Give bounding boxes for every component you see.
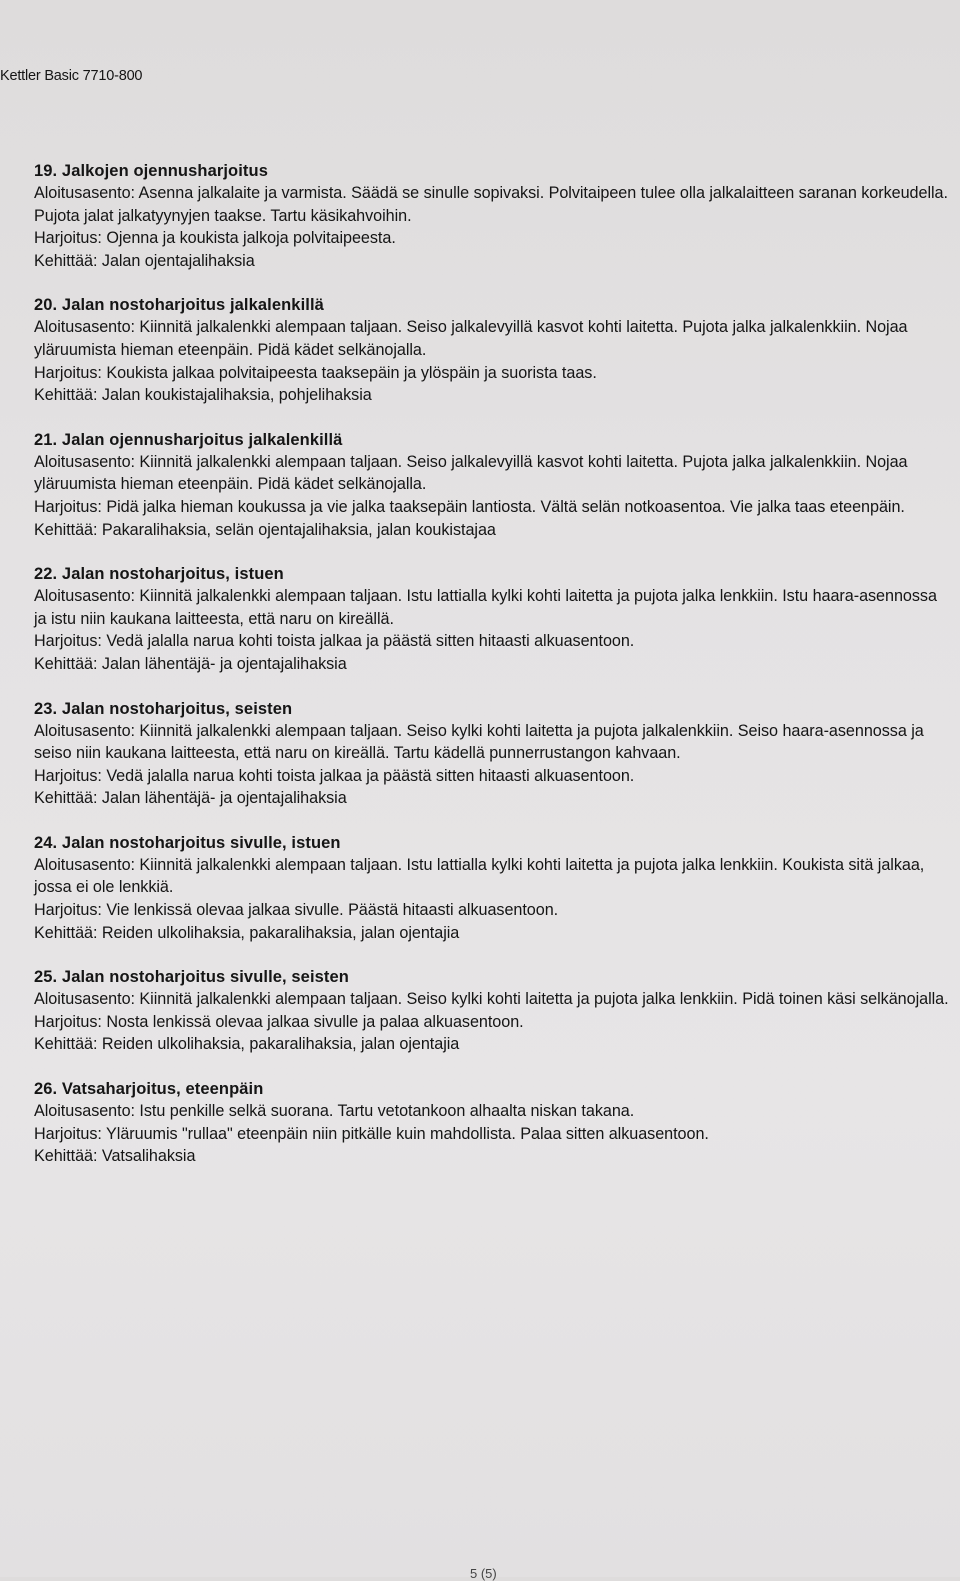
exercise-title: 19. Jalkojen ojennusharjoitus (34, 162, 268, 180)
exercise-benefit: Kehittää: Reiden ulkolihaksia, pakaralihaksia, jalan ojentajia (34, 1035, 460, 1054)
exercise-19 (34, 160, 949, 272)
exercise-instruction: Harjoitus: Vie lenkissä olevaa jalkaa sivulle. Päästä hitaasti alkuasentoon. (34, 901, 559, 920)
exercise-start-position: Aloitusasento: Kiinnitä jalkalenkki alempaan taljaan. Istu lattialla kylki kohti laitetta ja pujota jalka lenkkiin. Istu haara-asennossa ja istu niin kaukana laitteesta, että naru on kireällä. (34, 587, 937, 628)
exercise-title: 22. Jalan nostoharjoitus, istuen (34, 565, 284, 584)
exercise-25 (34, 966, 949, 1056)
exercise-benefit: Kehittää: Jalan ojentajalihaksia (34, 251, 255, 270)
exercise-benefit: Kehittää: Jalan lähentäjä- ja ojentajalihaksia (34, 654, 347, 673)
exercise-benefit: Kehittää: Jalan lähentäjä- ja ojentajalihaksia (34, 789, 347, 808)
exercise-list (34, 160, 949, 1190)
exercise-title: 20. Jalan nostoharjoitus jalkalenkillä (34, 296, 324, 315)
exercise-title: 24. Jalan nostoharjoitus sivulle, istuen (34, 833, 341, 852)
exercise-instruction: Harjoitus: Vedä jalalla narua kohti toista jalkaa ja päästä sitten hitaasti alkuasentoon. (34, 766, 635, 785)
exercise-start-position: Aloitusasento: Kiinnitä jalkalenkki alempaan taljaan. Seiso jalkalevyillä kasvot kohti laitetta. Pujota jalka jalkalenkkiin. Nojaa yläruumista hieman eteenpäin. Pidä kädet selkänojalla. (34, 318, 908, 359)
exercise-title: 21. Jalan ojennusharjoitus jalkalenkillä (34, 430, 343, 449)
exercise-benefit: Kehittää: Jalan koukistajalihaksia, pohjelihaksia (34, 386, 372, 405)
exercise-22 (34, 563, 949, 675)
exercise-title: 23. Jalan nostoharjoitus, seisten (34, 699, 293, 718)
exercise-start-position: Aloitusasento: Kiinnitä jalkalenkki alempaan taljaan. Istu lattialla kylki kohti laitetta ja pujota jalka lenkkiin. Koukista sitä jalkaa, jossa ei ole lenkkiä. (34, 855, 925, 897)
exercise-instruction: Harjoitus: Nosta lenkissä olevaa jalkaa sivulle ja palaa alkuasentoon. (34, 1012, 524, 1031)
exercise-instruction: Harjoitus: Yläruumis "rullaa" eteenpäin niin pitkälle kuin mahdollista. Palaa sitten alkuasentoon. (34, 1124, 709, 1143)
exercise-instruction: Harjoitus: Koukista jalkaa polvitaipeesta taaksepäin ja ylöspäin ja suorista taas. (34, 363, 597, 382)
exercise-start-position: Aloitusasento: Kiinnitä jalkalenkki alempaan taljaan. Seiso kylki kohti laitetta ja pujota jalkalenkkiin. Seiso haara-asennossa ja seiso niin kaukana laitteesta, että naru on kireällä. Tartu kädellä punnerrustangon kahvaan. (34, 721, 924, 763)
exercise-start-position: Aloitusasento: Kiinnitä jalkalenkki alempaan taljaan. Seiso kylki kohti laitetta ja pujota jalka lenkkiin. Pidä toinen käsi selkänojalla. (34, 990, 949, 1009)
exercise-benefit: Kehittää: Pakaralihaksia, selän ojentajalihaksia, jalan koukistajaa (34, 520, 496, 539)
exercise-instruction: Harjoitus: Vedä jalalla narua kohti toista jalkaa ja päästä sitten hitaasti alkuasentoon. (34, 632, 635, 651)
exercise-benefit: Kehittää: Reiden ulkolihaksia, pakaralihaksia, jalan ojentajia (34, 923, 460, 942)
exercise-start-position: Aloitusasento: Istu penkille selkä suorana. Tartu vetotankoon alhaalta niskan takana. (34, 1102, 635, 1121)
exercise-21 (34, 429, 949, 541)
exercise-20 (34, 294, 949, 406)
exercise-start-position: Aloitusasento: Asenna jalkalaite ja varmista. Säädä se sinulle sopivaksi. Polvitaipeen tulee olla jalkalaitteen saranan korkeudella. Pujota jalat jalkatyynyjen taakse. Tartu käsikahvoihin. (34, 184, 948, 225)
exercise-instruction: Harjoitus: Ojenna ja koukista jalkoja polvitaipeesta. (34, 229, 396, 248)
exercise-title: 26. Vatsaharjoitus, eteenpäin (34, 1080, 264, 1099)
exercise-start-position: Aloitusasento: Kiinnitä jalkalenkki alempaan taljaan. Seiso jalkalevyillä kasvot kohti laitetta. Pujota jalka jalkalenkkiin. Nojaa yläruumista hieman eteenpäin. Pidä kädet selkänojalla. (34, 452, 908, 494)
exercise-23 (34, 698, 949, 810)
exercise-instruction: Harjoitus: Pidä jalka hieman koukussa ja vie jalka taaksepäin lantiosta. Vältä selän notkoasentoa. Vie jalka taas eteenpäin. (34, 497, 905, 516)
document-header: Kettler Basic 7710-800 (0, 68, 143, 84)
exercise-24 (34, 832, 949, 944)
exercise-title: 25. Jalan nostoharjoitus sivulle, seisten (34, 968, 349, 987)
page-number: 5 (5) (470, 1566, 497, 1581)
exercise-benefit: Kehittää: Vatsalihaksia (34, 1147, 196, 1166)
exercise-26 (34, 1078, 949, 1168)
